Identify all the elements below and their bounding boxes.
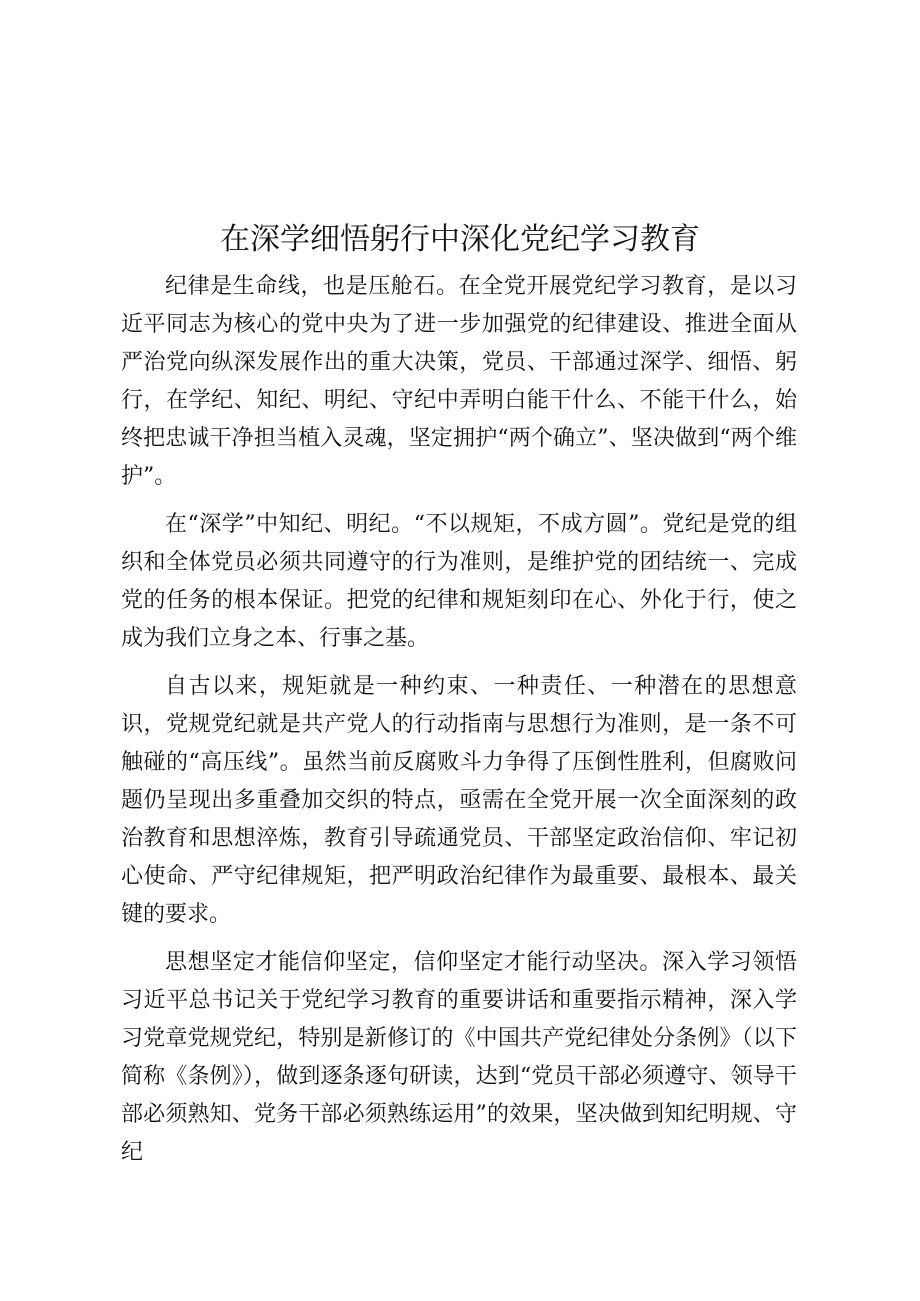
document-title: 在深学细悟躬行中深化党纪学习教育: [220, 222, 700, 257]
paragraph-1: 纪律是生命线，也是压舱石。在全党开展党纪学习教育，是以习近平同志为核心的党中央为了进一步加强党的纪律建设、推进全面从严治党向纵深发展作出的重大决策，党员、干部通过深学、细悟、躬行，在学纪、知纪、明纪、守纪中弄明白能干什么、不能干什么，始终把忠诚干净担当植入灵魂，坚定拥护“两个确立”、坚决做到“两个维护”。: [121, 274, 797, 489]
document-body: [121, 268, 797, 1182]
paragraph-4: 思想坚定才能信仰坚定，信仰坚定才能行动坚决。深入学习领悟习近平总书记关于党纪学习教育的重要讲话和重要指示精神，深入学习党章党规党纪，特别是新修订的《中国共产党纪律处分条例》（以下简称《条例》），做到逐条逐句研读，达到“党员干部必须遵守、领导干部必须熟知、党务干部必须熟练运用”的效果，坚决做到知纪明规、守纪: [121, 950, 797, 1165]
paragraph-3: 自古以来，规矩就是一种约束、一种责任、一种潜在的思想意识，党规党纪就是共产党人的行动指南与思想行为准则，是一条不可触碰的“高压线”。虽然当前反腐败斗力争得了压倒性胜利，但腐败问题仍呈现出多重叠加交织的特点，亟需在全党开展一次全面深刻的政治教育和思想淬炼，教育引导疏通党员、干部坚定政治信仰、牢记初心使命、严守纪律规矩，把严明政治纪律作为最重要、最根本、最关键的要求。: [121, 674, 797, 927]
paragraph-2: 在“深学”中知纪、明纪。“不以规矩，不成方圆”。党纪是党的组织和全体党员必须共同遵守的行为准则，是维护党的团结统一、完成党的任务的根本保证。把党的纪律和规矩刻印在心、外化于行，使之成为我们立身之本、行事之基。: [121, 512, 797, 651]
